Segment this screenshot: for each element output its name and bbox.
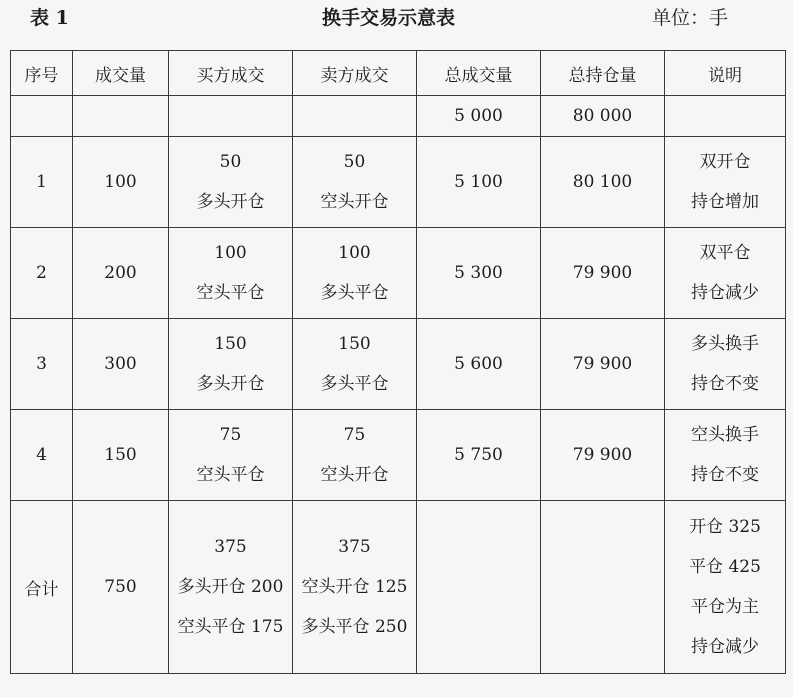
table-row	[11, 319, 786, 410]
header-row	[11, 51, 786, 96]
table-title: 换手交易示意表	[322, 7, 456, 29]
note-line: 持仓不变	[691, 374, 759, 394]
sell-qty: 150	[338, 334, 371, 354]
buy-line: 375	[214, 537, 247, 557]
cell-seq	[11, 96, 73, 137]
cell-note	[665, 228, 786, 319]
sell-type: 空头开仓	[320, 465, 389, 485]
buy-qty: 50	[219, 152, 242, 172]
cell-open-interest	[541, 501, 665, 674]
note-line: 持仓不变	[691, 465, 759, 485]
buy-qty: 150	[214, 334, 247, 354]
cell-seq: 4	[11, 410, 73, 501]
cell-total-volume: 5 000	[417, 96, 541, 137]
table-row	[11, 228, 786, 319]
cell-open-interest: 80 100	[541, 137, 665, 228]
table-row	[11, 96, 786, 137]
buy-type: 多头开仓	[196, 192, 265, 212]
cell-total-volume	[417, 501, 541, 674]
cell-volume: 200	[73, 228, 169, 319]
cell-total-volume: 5 750	[417, 410, 541, 501]
cell-seq: 3	[11, 319, 73, 410]
sell-type: 多头平仓	[320, 374, 389, 394]
note-line: 持仓减少	[691, 283, 759, 303]
cell-note	[665, 501, 786, 674]
header-seq: 序号	[11, 51, 73, 96]
sell-qty: 75	[343, 425, 366, 445]
cell-total-volume: 5 600	[417, 319, 541, 410]
cell-buy	[169, 501, 293, 674]
note-line: 双平仓	[699, 243, 751, 263]
buy-type: 空头平仓	[196, 465, 265, 485]
total-row	[11, 501, 786, 674]
sell-qty: 50	[343, 152, 366, 172]
cell-note	[665, 410, 786, 501]
note-line: 持仓减少	[691, 637, 759, 657]
buy-type: 空头平仓	[196, 283, 265, 303]
cell-sell	[293, 96, 417, 137]
cell-total-label: 合计	[11, 501, 73, 674]
cell-buy	[169, 228, 293, 319]
note-line: 持仓增加	[691, 192, 759, 212]
note-line: 多头换手	[691, 334, 759, 354]
unit-label: 单位：手	[652, 7, 729, 29]
buy-line: 多头开仓 200	[177, 577, 284, 597]
cell-sell	[293, 410, 417, 501]
buy-qty: 75	[219, 425, 242, 445]
cell-buy	[169, 96, 293, 137]
cell-total-volume: 5 300	[417, 228, 541, 319]
cell-open-interest: 79 900	[541, 410, 665, 501]
note-line: 平仓 425	[689, 557, 761, 577]
table-row	[11, 137, 786, 228]
sell-line: 375	[338, 537, 371, 557]
cell-sell	[293, 228, 417, 319]
table-row	[11, 410, 786, 501]
cell-buy	[169, 137, 293, 228]
buy-line: 空头平仓 175	[177, 617, 284, 637]
buy-qty: 100	[214, 243, 247, 263]
cell-volume: 150	[73, 410, 169, 501]
cell-volume: 300	[73, 319, 169, 410]
header-volume: 成交量	[73, 51, 169, 96]
cell-volume: 100	[73, 137, 169, 228]
sell-type: 空头开仓	[320, 192, 389, 212]
cell-volume	[73, 96, 169, 137]
cell-buy	[169, 410, 293, 501]
cell-total-volume: 5 100	[417, 137, 541, 228]
cell-sell	[293, 501, 417, 674]
cell-open-interest: 79 900	[541, 228, 665, 319]
header-open-interest: 总持仓量	[541, 51, 665, 96]
cell-buy	[169, 319, 293, 410]
cell-seq: 1	[11, 137, 73, 228]
note-line: 平仓为主	[691, 597, 759, 617]
note-line: 开仓 325	[689, 517, 761, 537]
table-number: 表 1	[30, 7, 69, 29]
cell-seq: 2	[11, 228, 73, 319]
cell-note	[665, 319, 786, 410]
sell-line: 空头开仓 125	[301, 577, 408, 597]
note-line: 空头换手	[691, 425, 759, 445]
cell-sell	[293, 137, 417, 228]
buy-type: 多头开仓	[196, 374, 265, 394]
header-sell: 卖方成交	[293, 51, 417, 96]
sell-line: 多头平仓 250	[301, 617, 408, 637]
note-line: 双开仓	[699, 152, 751, 172]
header-note: 说明	[665, 51, 786, 96]
sell-type: 多头平仓	[320, 283, 389, 303]
cell-sell	[293, 319, 417, 410]
header-total-volume: 总成交量	[417, 51, 541, 96]
cell-note	[665, 96, 786, 137]
cell-note	[665, 137, 786, 228]
header-buy: 买方成交	[169, 51, 293, 96]
sell-qty: 100	[338, 243, 371, 263]
cell-open-interest: 80 000	[541, 96, 665, 137]
cell-volume: 750	[73, 501, 169, 674]
cell-open-interest: 79 900	[541, 319, 665, 410]
exchange-trade-table	[10, 50, 786, 674]
